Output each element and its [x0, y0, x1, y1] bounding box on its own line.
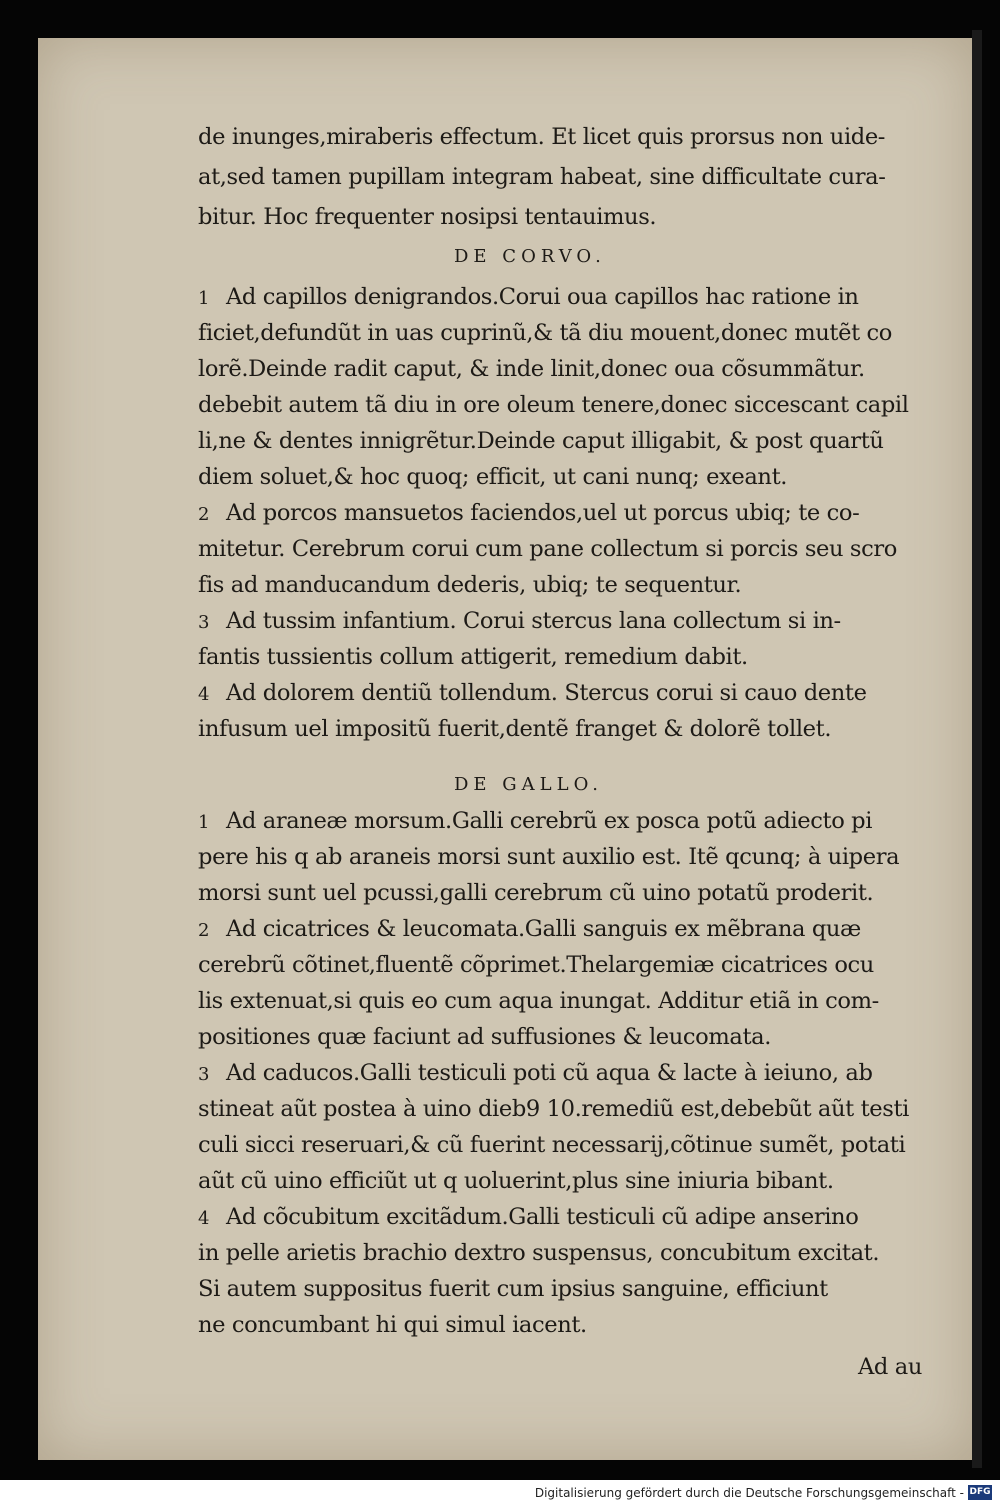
footer-bar: [0, 1480, 1000, 1508]
entry-line: lorẽ.Deinde radit caput, & inde linit,donec oua cõsummãtur.: [198, 356, 865, 382]
entry-line: 3 Ad tussim infantium. Corui stercus lana collectum si in-: [198, 606, 841, 636]
entry-line: 3 Ad caducos.Galli testiculi poti cũ aqua & lacte à ieiuno, ab: [198, 1058, 873, 1088]
entry-line: 2 Ad cicatrices & leucomata.Galli sanguis ex mẽbrana quæ: [198, 914, 861, 944]
entry-line: infusum uel impositũ fuerit,dentẽ franget & dolorẽ tollet.: [198, 716, 832, 742]
entry-line: positiones quæ faciunt ad suffusiones & leucomata.: [198, 1024, 771, 1050]
entry-line: 1 Ad araneæ morsum.Galli cerebrũ ex posca potũ adiecto pi: [198, 806, 872, 836]
entry-line: 1 Ad capillos denigrandos.Corui oua capillos hac ratione in: [198, 282, 859, 312]
entry-line: fis ad manducandum dederis, ubiq; te sequentur.: [198, 572, 742, 598]
entry-line: debebit autem tã diu in ore oleum tenere,donec siccescant capil: [198, 392, 909, 418]
entry-number: 1: [198, 812, 210, 833]
entry-line: mitetur. Cerebrum corui cum pane collectum si porcis seu scro: [198, 536, 897, 562]
catchword: Ad au: [858, 1354, 922, 1380]
entry-line: pere his q ab araneis morsi sunt auxilio est. Itẽ qcunq; à uipera: [198, 844, 900, 870]
entry-number: 3: [198, 1064, 210, 1085]
intro-line: bitur. Hoc frequenter nosipsi tentauimus.: [198, 204, 657, 230]
entry-line: aũt cũ uino efficiũt ut q uoluerint,plus sine iniuria bibant.: [198, 1168, 834, 1194]
entry-line: Si autem suppositus fuerit cum ipsius sanguine, efficiunt: [198, 1276, 828, 1302]
entry-line: fantis tussientis collum attigerit, remedium dabit.: [198, 644, 748, 670]
entry-line: culi sicci reseruari,& cũ fuerint necessarij,cõtinue sumẽt, potati: [198, 1132, 906, 1158]
entry-number: 1: [198, 288, 210, 309]
entry-line: li,ne & dentes innigrẽtur.Deinde caput illigabit, & post quartũ: [198, 428, 884, 454]
entry-number: 4: [198, 684, 210, 705]
page-edge: [972, 30, 982, 1468]
entry-line: in pelle arietis brachio dextro suspensus, concubitum excitat.: [198, 1240, 880, 1266]
section-heading-corvo: DE CORVO.: [454, 246, 606, 267]
dfg-logo: DFG: [968, 1485, 992, 1500]
entry-line: cerebrũ cõtinet,fluentẽ cõprimet.Thelargemiæ cicatrices ocu: [198, 952, 874, 978]
entry-line: ne concumbant hi qui simul iacent.: [198, 1312, 587, 1338]
entry-number: 2: [198, 920, 210, 941]
intro-line: at,sed tamen pupillam integram habeat, sine difficultate cura-: [198, 164, 886, 190]
entry-line: 4 Ad dolorem dentiũ tollendum. Stercus corui si cauo dente: [198, 678, 867, 708]
entry-line: morsi sunt uel pcussi,galli cerebrum cũ uino potatũ proderit.: [198, 880, 874, 906]
entry-number: 4: [198, 1208, 210, 1229]
entry-line: diem soluet,& hoc quoq; efficit, ut cani nunq; exeant.: [198, 464, 788, 490]
intro-line: de inunges,miraberis effectum. Et licet quis prorsus non uide-: [198, 124, 886, 150]
entry-line: lis extenuat,si quis eo cum aqua inungat. Additur etiã in com-: [198, 988, 879, 1014]
entry-line: 4 Ad cõcubitum excitãdum.Galli testiculi cũ adipe anserino: [198, 1202, 858, 1232]
entry-number: 3: [198, 612, 210, 633]
entry-number: 2: [198, 504, 210, 525]
entry-line: ficiet,defundũt in uas cuprinũ,& tã diu mouent,donec mutẽt co: [198, 320, 892, 346]
section-heading-gallo: DE GALLO.: [454, 774, 604, 795]
footer-credit: Digitalisierung gefördert durch die Deutsche Forschungsgemeinschaft -: [534, 1486, 964, 1500]
entry-line: stineat aũt postea à uino dieb9 10.remediũ est,debebũt aũt testi: [198, 1096, 909, 1122]
entry-line: 2 Ad porcos mansuetos faciendos,uel ut porcus ubiq; te co-: [198, 498, 859, 528]
